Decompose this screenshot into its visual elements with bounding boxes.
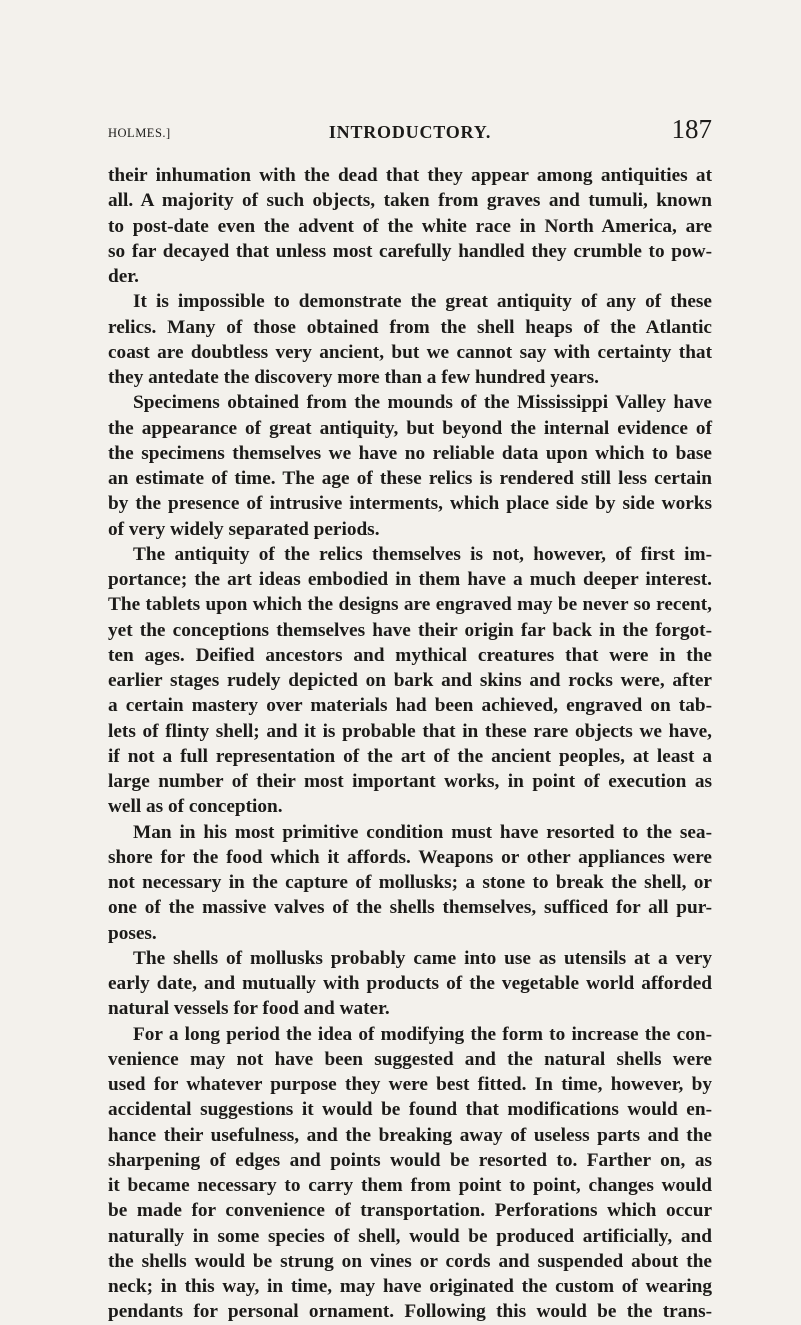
text-line: accidental suggestions it would be found that modifications would en-	[108, 1099, 712, 1121]
text-line: sharpening of edges and points would be resorted to. Farther on, as	[108, 1149, 712, 1171]
text-line: The tablets upon which the designs are engraved may be never so recent,	[108, 594, 712, 616]
text-line: yet the conceptions themselves have their origin far back in the forgot-	[108, 619, 712, 641]
text-line: a certain mastery over materials had been achieved, engraved on tab-	[108, 695, 712, 717]
text-line: venience may not have been suggested and the natural shells were	[108, 1048, 712, 1070]
text-line: used for whatever purpose they were best fitted. In time, however, by	[108, 1074, 712, 1095]
text-line: their inhumation with the dead that they appear among antiquities at	[108, 165, 712, 186]
text-line: The shells of mollusks probably came into use as utensils at a very	[133, 947, 712, 969]
text-line: by the presence of intrusive interments, which place side by side works	[108, 493, 712, 515]
text-line: the specimens themselves we have no reliable data upon which to base	[108, 442, 712, 464]
running-head	[108, 112, 712, 152]
text-line: large number of their most important works, in point of execution as	[108, 771, 712, 792]
text-line: neck; in this way, in time, may have originated the custom of wearing	[108, 1276, 712, 1297]
text-line: the shells would be strung on vines or cords and suspended about the	[108, 1250, 712, 1272]
text-line: shore for the food which it affords. Weapons or other appliances were	[108, 846, 712, 868]
page-number: 187	[671, 114, 712, 144]
chapter-title: INTRODUCTORY.	[328, 122, 492, 142]
text-line: The antiquity of the relics themselves is not, however, of first im-	[133, 543, 712, 565]
text-line: der.	[108, 266, 139, 287]
text-line: natural vessels for food and water.	[108, 998, 390, 1020]
text-line: all. A majority of such objects, taken from graves and tumuli, known	[108, 190, 712, 212]
text-line: For a long period the idea of modifying the form to increase the con-	[133, 1023, 712, 1045]
text-line: poses.	[108, 922, 157, 944]
text-line: be made for convenience of transportation. Perforations which occur	[108, 1200, 712, 1222]
text-line: coast are doubtless very ancient, but we cannot say with certainty that	[108, 341, 712, 363]
text-line: Man in his most primitive condition must have resorted to the sea-	[133, 821, 712, 843]
text-line: one of the massive valves of the shells themselves, sufficed for all pur-	[108, 897, 712, 919]
body-text	[108, 163, 712, 1325]
text-line: portance; the art ideas embodied in them have a much deeper interest.	[108, 569, 712, 590]
text-line: well as of conception.	[108, 796, 283, 818]
text-line: Specimens obtained from the mounds of the Mississippi Valley have	[133, 392, 712, 414]
text-line: the appearance of great antiquity, but beyond the internal evidence of	[108, 417, 712, 439]
text-line: not necessary in the capture of mollusks; a stone to break the shell, or	[108, 872, 712, 893]
text-line: hance their usefulness, and the breaking away of useless parts and the	[108, 1124, 712, 1146]
text-line: if not a full representation of the art of the ancient peoples, at least a	[108, 745, 712, 767]
text-line: so far decayed that unless most carefully handled they crumble to pow-	[108, 240, 712, 262]
text-line: It is impossible to demonstrate the great antiquity of any of these	[133, 291, 712, 313]
text-line: it became necessary to carry them from point to point, changes would	[108, 1175, 712, 1196]
text-line: lets of flinty shell; and it is probable that in these rare objects we have,	[108, 720, 712, 742]
text-line: naturally in some species of shell, would be produced artificially, and	[108, 1225, 712, 1247]
text-line: early date, and mutually with products of the vegetable world afforded	[108, 973, 712, 994]
text-line: an estimate of time. The age of these relics is rendered still less certain	[108, 468, 712, 489]
text-line: pendants for personal ornament. Following this would be the trans-	[108, 1301, 712, 1323]
text-line: to post-date even the advent of the white race in North America, are	[108, 215, 712, 237]
text-line: ten ages. Deified ancestors and mythical creatures that were in the	[108, 644, 712, 666]
author-running-head: HOLMES.]	[108, 126, 171, 140]
text-line: earlier stages rudely depicted on bark and skins and rocks were, after	[108, 670, 712, 691]
text-line: relics. Many of those obtained from the shell heaps of the Atlantic	[108, 316, 712, 338]
text-line: they antedate the discovery more than a few hundred years.	[108, 367, 599, 388]
text-line: of very widely separated periods.	[108, 518, 380, 540]
